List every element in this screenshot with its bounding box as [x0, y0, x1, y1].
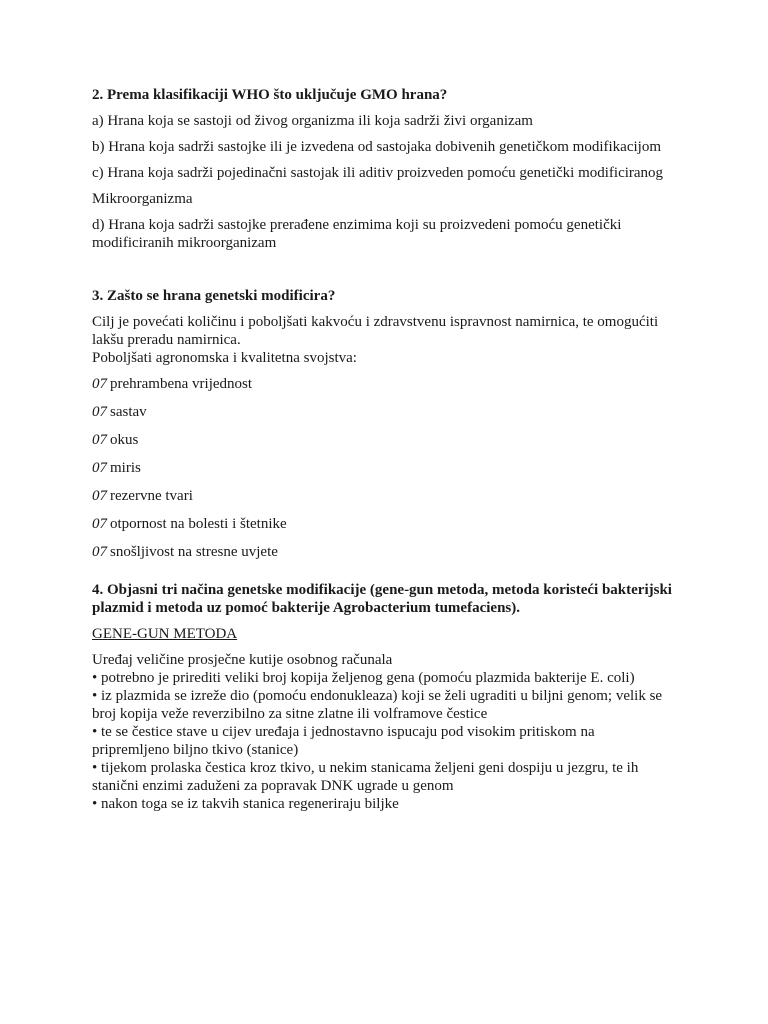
item-marker: 07 — [92, 432, 107, 448]
item-marker: 07 — [92, 376, 107, 392]
answer-b: b) Hrana koja sadrži sastojke ili je izvedena od sastojaka dobivenih genetičkom modifikacijom — [92, 139, 661, 155]
list-item — [92, 431, 674, 459]
item-text: okus — [110, 432, 139, 448]
list-item — [92, 487, 674, 515]
description-line: Uređaj veličine prosječne kutije osobnog računala — [92, 652, 393, 668]
list-item — [92, 515, 674, 543]
answer-a: a) Hrana koja se sastoji od živog organizma ili koja sadrži živi organizam — [92, 113, 533, 129]
bullet-item: • potrebno je prirediti veliki broj kopija željenog gena (pomoću plazmida bakterije E. coli) — [92, 670, 635, 686]
item-text: rezervne tvari — [110, 488, 193, 504]
bullet-item: • te se čestice stave u cijev uređaja i jednostavno ispucaju pod visokim pritiskom na pripremljeno biljno tkivo (stanice) — [92, 724, 595, 758]
property-list — [92, 375, 674, 571]
item-marker: 07 — [92, 488, 107, 504]
bullet-item: • iz plazmida se izreže dio (pomoću endonukleaza) koji se želi ugraditi u biljni genom; velik se broj kopija veže reverzibilno za sitne zlatne ili volframove čestice — [92, 688, 663, 722]
answer-d: d) Hrana koja sadrži sastojke prerađene enzimima koji su proizvedeni pomoću genetički modificiranih mikroorganizam — [92, 217, 622, 251]
section-heading: GENE-GUN METODA — [92, 626, 238, 642]
list-item — [92, 543, 674, 571]
document-page — [92, 86, 674, 813]
list-item — [92, 459, 674, 487]
item-marker: 07 — [92, 404, 107, 420]
item-marker: 07 — [92, 516, 107, 532]
item-marker: 07 — [92, 460, 107, 476]
question-3-title: 3. Zašto se hrana genetski modificira? — [92, 288, 336, 304]
list-item — [92, 403, 674, 431]
answer-c-continued: Mikroorganizma — [92, 191, 193, 207]
item-text: otpornost na bolesti i štetnike — [110, 516, 287, 532]
item-marker: 07 — [92, 544, 107, 560]
question-3-subintro: Poboljšati agronomska i kvalitetna svojstva: — [92, 350, 357, 366]
question-4-title: 4. Objasni tri načina genetske modifikacije (gene-gun metoda, metoda koristeći bakterijski plazmid i metoda uz pomoć bakterije Agrobacterium tumefaciens). — [92, 582, 672, 616]
list-item — [92, 375, 674, 403]
question-3-intro: Cilj je povećati količinu i poboljšati kakvoću i zdravstvenu ispravnost namirnica, te omogućiti lakšu preradu namirnica. — [92, 314, 659, 348]
bullet-item: • tijekom prolaska čestica kroz tkivo, u nekim stanicama željeni geni dospiju u jezgru, te ih stanični enzimi zaduženi za popravak DNK ugrade u genom — [92, 760, 639, 794]
item-text: prehrambena vrijednost — [110, 376, 253, 392]
question-2-title: 2. Prema klasifikaciji WHO što uključuje GMO hrana? — [92, 87, 448, 103]
item-text: sastav — [110, 404, 147, 420]
item-text: snošljivost na stresne uvjete — [110, 544, 278, 560]
answer-c: c) Hrana koja sadrži pojedinačni sastojak ili aditiv proizveden pomoću genetički modificiranog — [92, 165, 664, 181]
item-text: miris — [110, 460, 141, 476]
gene-gun-description — [92, 651, 674, 813]
bullet-item: • nakon toga se iz takvih stanica regeneriraju biljke — [92, 796, 399, 812]
